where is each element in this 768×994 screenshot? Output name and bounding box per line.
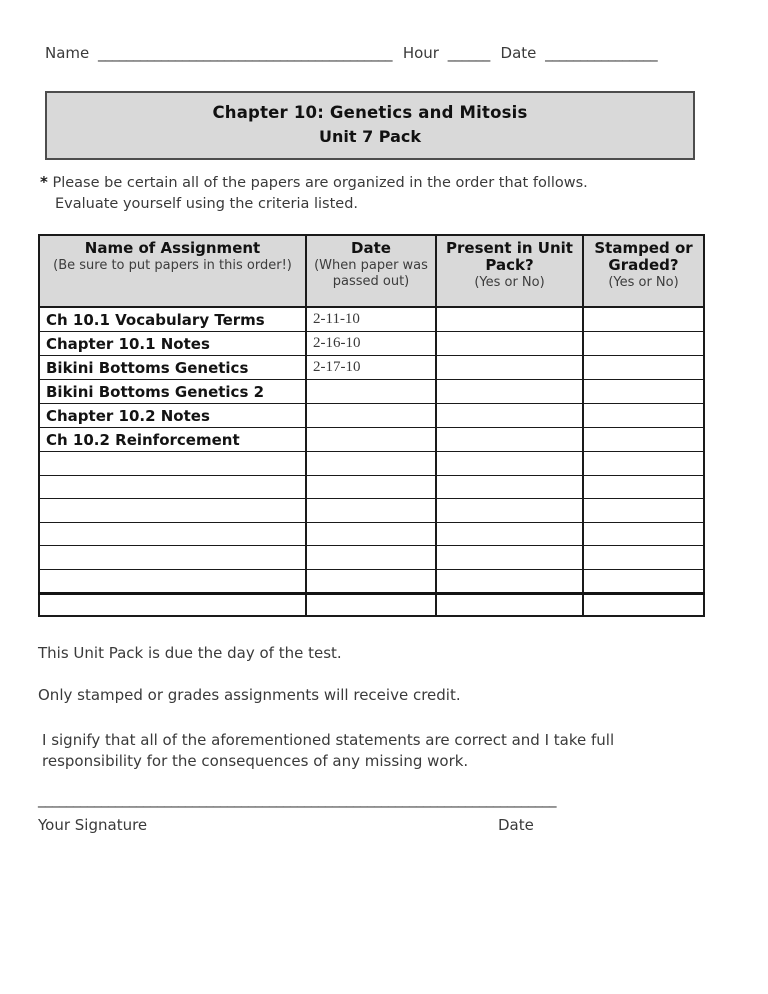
cell-present xyxy=(436,569,583,594)
title-box xyxy=(45,91,695,160)
signify-line2: responsibility for the consequences of any missing work. xyxy=(42,752,469,770)
col-header-date-title: Date xyxy=(351,239,391,257)
col-header-date xyxy=(306,235,436,307)
cell-stamped xyxy=(583,522,704,546)
cell-assignment-name: Bikini Bottoms Genetics 2 xyxy=(39,380,306,404)
cell-present xyxy=(436,404,583,428)
cell-assignment-name xyxy=(39,546,306,570)
cell-present xyxy=(436,428,583,452)
note-line1-wrap xyxy=(40,172,588,194)
cell-stamped xyxy=(583,356,704,380)
title-line2: Unit 7 Pack xyxy=(318,127,421,146)
table-row xyxy=(39,428,704,452)
table-row-empty xyxy=(39,475,704,499)
cell-stamped xyxy=(583,307,704,332)
table-row xyxy=(39,332,704,356)
cell-assignment-name: Ch 10.2 Reinforcement xyxy=(39,428,306,452)
cell-stamped xyxy=(583,428,704,452)
cell-assignment-name: Bikini Bottoms Genetics xyxy=(39,356,306,380)
cell-stamped xyxy=(583,594,704,617)
table-row-empty xyxy=(39,522,704,546)
cell-date: 2-11-10 xyxy=(306,307,436,332)
table-header-row xyxy=(39,235,704,307)
cell-stamped xyxy=(583,499,704,523)
table-row-empty xyxy=(39,569,704,594)
assignment-table xyxy=(38,234,705,617)
cell-present xyxy=(436,332,583,356)
cell-date xyxy=(306,569,436,594)
col-header-assignment-subtitle: (Be sure to put papers in this order!) xyxy=(53,258,292,273)
cell-present xyxy=(436,546,583,570)
signature-labels xyxy=(38,816,638,834)
cell-assignment-name xyxy=(39,475,306,499)
col-header-assignment-title: Name of Assignment xyxy=(84,239,261,257)
cell-assignment-name xyxy=(39,569,306,594)
cell-present xyxy=(436,380,583,404)
cell-stamped xyxy=(583,452,704,476)
table-row-empty xyxy=(39,499,704,523)
cell-assignment-name xyxy=(39,594,306,617)
note-line1: Please be certain all of the papers are organized in the order that follows. xyxy=(52,175,588,191)
table-row-empty xyxy=(39,452,704,476)
col-header-present-title: Present in Unit Pack? xyxy=(446,239,573,274)
assignment-table-body xyxy=(39,307,704,616)
cell-stamped xyxy=(583,404,704,428)
date-label: Date xyxy=(500,44,537,62)
date-blank-field: ________________ xyxy=(545,44,658,62)
cell-assignment-name: Chapter 10.1 Notes xyxy=(39,332,306,356)
col-header-stamped-subtitle: (Yes or No) xyxy=(608,275,679,290)
cell-stamped xyxy=(583,380,704,404)
signify-line1: I signify that all of the aforementioned statements are correct and I take full xyxy=(42,731,615,749)
cell-date: 2-16-10 xyxy=(306,332,436,356)
cell-assignment-name: Chapter 10.2 Notes xyxy=(39,404,306,428)
hour-label: Hour xyxy=(402,44,439,62)
signature-date-label: Date xyxy=(498,816,534,834)
cell-date: 2-17-10 xyxy=(306,356,436,380)
table-row-empty xyxy=(39,546,704,570)
cell-date xyxy=(306,594,436,617)
instructions-note xyxy=(40,172,588,215)
cell-present xyxy=(436,594,583,617)
cell-date xyxy=(306,404,436,428)
cell-present xyxy=(436,475,583,499)
cell-present xyxy=(436,522,583,546)
hour-blank-field: ______ xyxy=(447,44,490,62)
col-header-assignment xyxy=(39,235,306,307)
asterisk: * xyxy=(40,173,48,191)
cell-date xyxy=(306,475,436,499)
cell-date xyxy=(306,452,436,476)
table-row xyxy=(39,380,704,404)
cell-stamped xyxy=(583,475,704,499)
cell-assignment-name xyxy=(39,499,306,523)
note-line2: Evaluate yourself using the criteria listed. xyxy=(55,196,359,212)
cell-present xyxy=(436,356,583,380)
cell-stamped xyxy=(583,569,704,594)
col-header-present-subtitle: (Yes or No) xyxy=(474,275,545,290)
your-signature-label: Your Signature xyxy=(38,816,148,834)
table-row-empty xyxy=(39,594,704,617)
col-header-stamped-title: Stamped or Graded? xyxy=(594,239,693,274)
cell-date xyxy=(306,546,436,570)
col-header-present xyxy=(436,235,583,307)
col-header-date-subtitle: (When paper was passed out) xyxy=(314,258,428,289)
cell-present xyxy=(436,452,583,476)
cell-date xyxy=(306,380,436,404)
credit-statement: Only stamped or grades assignments will receive credit. xyxy=(38,686,461,704)
signify-statement xyxy=(42,730,614,772)
cell-stamped xyxy=(583,546,704,570)
cell-present xyxy=(436,499,583,523)
name-blank-field: __________________________________________ xyxy=(98,44,393,62)
cell-present xyxy=(436,307,583,332)
table-row xyxy=(39,404,704,428)
cell-stamped xyxy=(583,332,704,356)
cell-assignment-name xyxy=(39,452,306,476)
table-row xyxy=(39,356,704,380)
cell-date xyxy=(306,428,436,452)
title-line1: Chapter 10: Genetics and Mitosis xyxy=(212,103,528,122)
col-header-stamped xyxy=(583,235,704,307)
cell-assignment-name xyxy=(39,522,306,546)
cell-date xyxy=(306,522,436,546)
name-label: Name xyxy=(45,44,90,62)
name-hour-date-line xyxy=(45,44,657,62)
cell-date xyxy=(306,499,436,523)
signature-blank-line: __________________________________________________________________________ xyxy=(38,790,556,808)
due-statement: This Unit Pack is due the day of the test. xyxy=(38,644,342,662)
cell-assignment-name: Ch 10.1 Vocabulary Terms xyxy=(39,307,306,332)
table-row xyxy=(39,307,704,332)
